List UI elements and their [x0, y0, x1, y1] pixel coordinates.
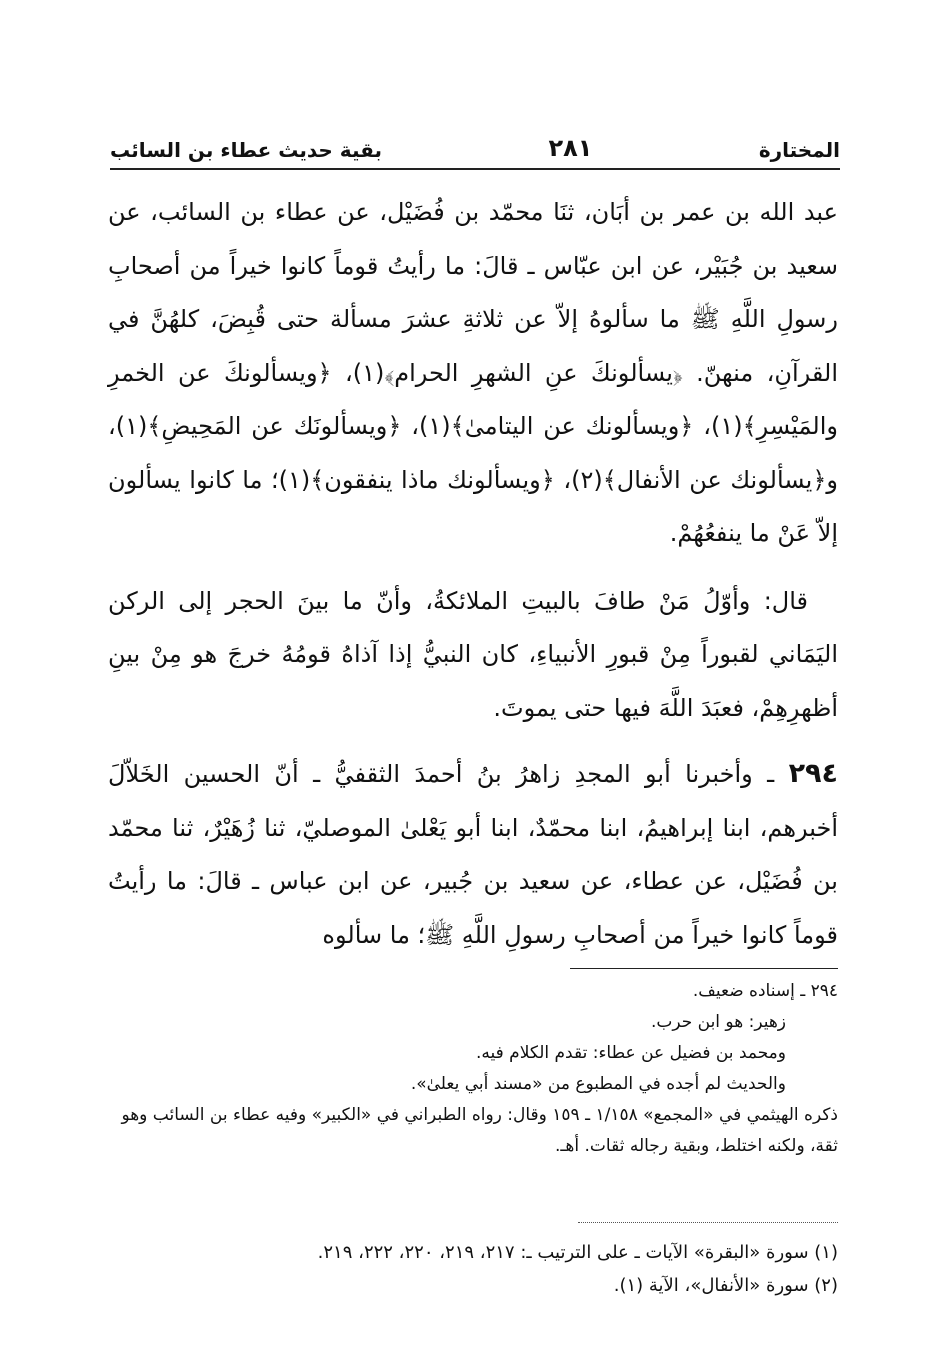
- footnotes: [160, 1236, 838, 1302]
- section-title: بقية حديث عطاء بن السائب: [110, 138, 383, 162]
- paragraph-hadith-294: [108, 747, 838, 962]
- note-zuhair: زهير: هو ابن حرب.: [650, 1012, 786, 1032]
- note-isnad: ٢٩٤ ـ إسناده ضعيف.: [692, 981, 838, 1001]
- main-text: [108, 186, 838, 962]
- note-musnad: والحديث لم أجده في المطبوع من «مسند أبي يعلىٰ».: [410, 1074, 786, 1094]
- note-fudail: ومحمد بن فضيل عن عطاء: تقدم الكلام فيه.: [475, 1043, 786, 1063]
- footnotes-separator: [578, 1222, 838, 1223]
- note-haythami: ذكره الهيثمي في «المجمع» ١/١٥٨ ـ ١٥٩ وقال: رواه الطبراني في «الكبير» وفيه عطاء بن السائب وهو ثقة، ولكنه اختلط، وبقية رجاله ثقات. أهـ.: [121, 1105, 838, 1156]
- paragraph-hadith-text: عبد الله بن عمر بن أبَان، ثنَا محمّد بن فُضَيْل، عن عطاء بن السائب، عن سعيد بن جُبَيْر، عن ابن عبّاس ـ قالَ: ما رأيتُ قوماً كانوا خيراً من أصحابِ رسولِ اللَّهِ ﷺ ما سألوهُ إلاّ عن ثلاثةِ عشرَ مسألة حتى قُبِضَ، كلهُنَّ في القرآنِ، منهنّ. ﴿يسألونكَ عنِ الشهرِ الحرام﴾(١)، ﴿ويسألونكَ عن الخمرِ والمَيْسِرِ﴾(١)، ﴿ويسألونك عن اليتامىٰ﴾(١)، ﴿ويسألونَك عن المَحِيضِ﴾(١)، و﴿يسألونك عن الأنفال﴾(٢)، ﴿ويسألونك ماذا ينفقون﴾(١)؛ ما كانوا يسألون إلاّ عَنْ ما ينفعُهُمْ.: [108, 198, 839, 547]
- book-title: المختارة: [758, 138, 840, 162]
- running-header: [110, 118, 840, 170]
- hadith-294-text: ـ وأخبرنا أبو المجدِ زاهرُ بنُ أحمدَ الثقفيُّ ـ أنّ الحسين الخَلاّلَ أخبرهم، ابنا إبراهيمُ، ابنا محمّدٌ، ابنا أبو يَعْلىٰ الموصليّ، ثنا زُهَيْرٌ، ثنا محمّد بن فُضَيْل، عن عطاء، عن سعيد بن جُبير، عن ابن عباس ـ قالَ: ما رأيتُ قوماً كانوا خيراً من أصحابِ رسولِ اللَّهِ ﷺ؛ ما سألوه: [108, 760, 838, 949]
- footnote-2: (٢) سورة «الأنفال»، الآية (١).: [613, 1275, 838, 1296]
- paragraph-tawaf: قال: وأوّلُ مَنْ طافَ بالبيتِ الملائكةُ، وأنّ ما بينَ الحجر إلى الركن اليَمَاني لقبوراً مِنْ قبورِ الأنبياءِ، كان النبيُّ إذا آذاهُ قومُهُ خرجَ هو مِنْ بينِ أظهرِهِمْ، فعبَدَ اللَّهَ فيها حتى يموتَ.: [108, 586, 838, 722]
- commentary-notes: [120, 976, 838, 1162]
- footnote-1: (١) سورة «البقرة» الآيات ـ على الترتيب ـ: ٢١٧، ٢١٩، ٢٢٠، ٢٢٢، ٢١٩.: [317, 1242, 838, 1263]
- notes-separator: [570, 968, 838, 969]
- hadith-number: ٢٩٤: [788, 758, 839, 789]
- page-number: ٢٨١: [548, 134, 593, 162]
